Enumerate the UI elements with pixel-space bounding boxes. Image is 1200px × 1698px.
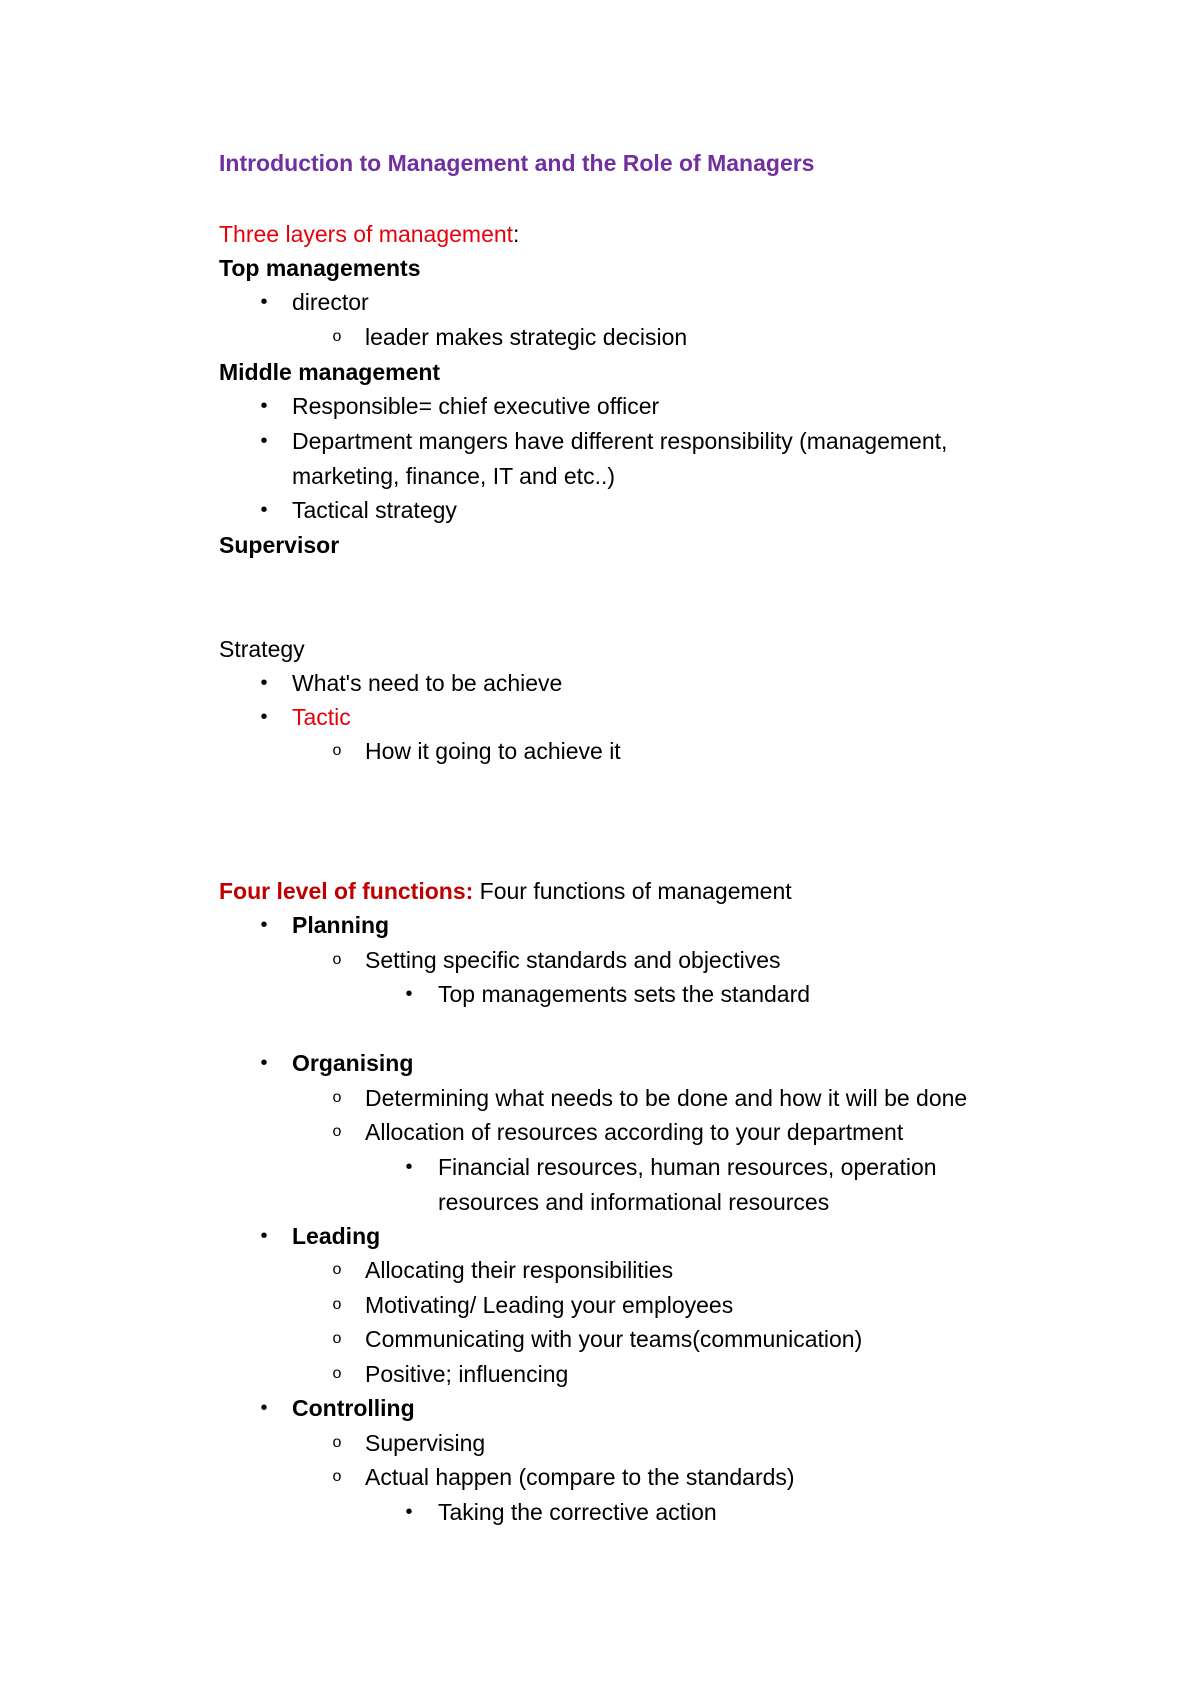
bullet-circle-icon: o bbox=[332, 1089, 342, 1106]
top-management-label: Top managements bbox=[219, 255, 421, 281]
bullet-disc-icon: • bbox=[260, 395, 268, 417]
functions-heading: Four level of functions: bbox=[219, 878, 474, 904]
bullet-circle-icon: o bbox=[332, 1434, 342, 1451]
bullet-disc-icon: • bbox=[260, 1225, 268, 1247]
bullet-disc-icon: • bbox=[405, 1156, 413, 1178]
bullet-disc-icon: • bbox=[260, 291, 268, 313]
bullet-disc-icon: • bbox=[405, 983, 413, 1005]
layers-heading-colon: : bbox=[513, 221, 520, 247]
bullet-disc-icon: • bbox=[260, 499, 268, 521]
supervisor-label: Supervisor bbox=[219, 532, 340, 558]
bullet-circle-icon: o bbox=[332, 951, 342, 968]
organising-label: Organising bbox=[292, 1050, 414, 1076]
controlling-label: Controlling bbox=[292, 1395, 415, 1421]
middle-management-label: Middle management bbox=[219, 359, 441, 385]
layers-heading: Three layers of management bbox=[219, 221, 514, 247]
document-page: Introduction to Management and the Role of Managers Three layers of management: Top managements • director o leader makes strategic decision Middle management • Responsible= chief executive officer • Department mangers have different responsibility (management, marketing, finance, IT and etc..) • Tactical strategy Supervisor Strategy • What's need to be achieve • Tactic o How it going to achieve it Four level of functions: Four functions of management • Planning o Setting specific standards and objectives • Top managements sets the standard • Organising o Determining what needs to be done and how it will be done o Allocation of resources according to your department • Financial resources, human resources, operation resources and informational resources • Leading o Allocating their responsibilities o Motivating/ Leading your employees o Communicating with your teams(communication) o Positive; influencing • Controlling o Supervising o Actual happen (compare to the standards) • Taking the corrective action bbox=[0, 0, 1200, 1698]
bullet-circle-icon: o bbox=[332, 1261, 342, 1278]
bullet-circle-icon: o bbox=[332, 1296, 342, 1313]
planning-label: Planning bbox=[292, 912, 390, 938]
bullet-disc-icon: • bbox=[260, 1052, 268, 1074]
bullet-disc-icon: • bbox=[260, 1397, 268, 1419]
bullet-disc-icon: • bbox=[260, 914, 268, 936]
strategy-label: Strategy bbox=[219, 636, 305, 662]
leading-label: Leading bbox=[292, 1223, 381, 1249]
functions-heading-rest: Four functions of management bbox=[479, 878, 792, 904]
bullet-circle-icon: o bbox=[332, 1468, 342, 1485]
bullet-disc-icon: • bbox=[260, 706, 268, 728]
bullet-disc-icon: • bbox=[405, 1501, 413, 1523]
bullet-circle-icon: o bbox=[332, 328, 342, 345]
bullet-disc-icon: • bbox=[260, 430, 268, 452]
bullet-circle-icon: o bbox=[332, 1330, 342, 1347]
bullet-disc-icon: • bbox=[260, 672, 268, 694]
bullet-circle-icon: o bbox=[332, 742, 342, 759]
document-title: Introduction to Management and the Role of Managers bbox=[219, 150, 815, 176]
bullet-circle-icon: o bbox=[332, 1365, 342, 1382]
tactic-label: Tactic bbox=[292, 704, 351, 730]
bullet-circle-icon: o bbox=[332, 1123, 342, 1140]
